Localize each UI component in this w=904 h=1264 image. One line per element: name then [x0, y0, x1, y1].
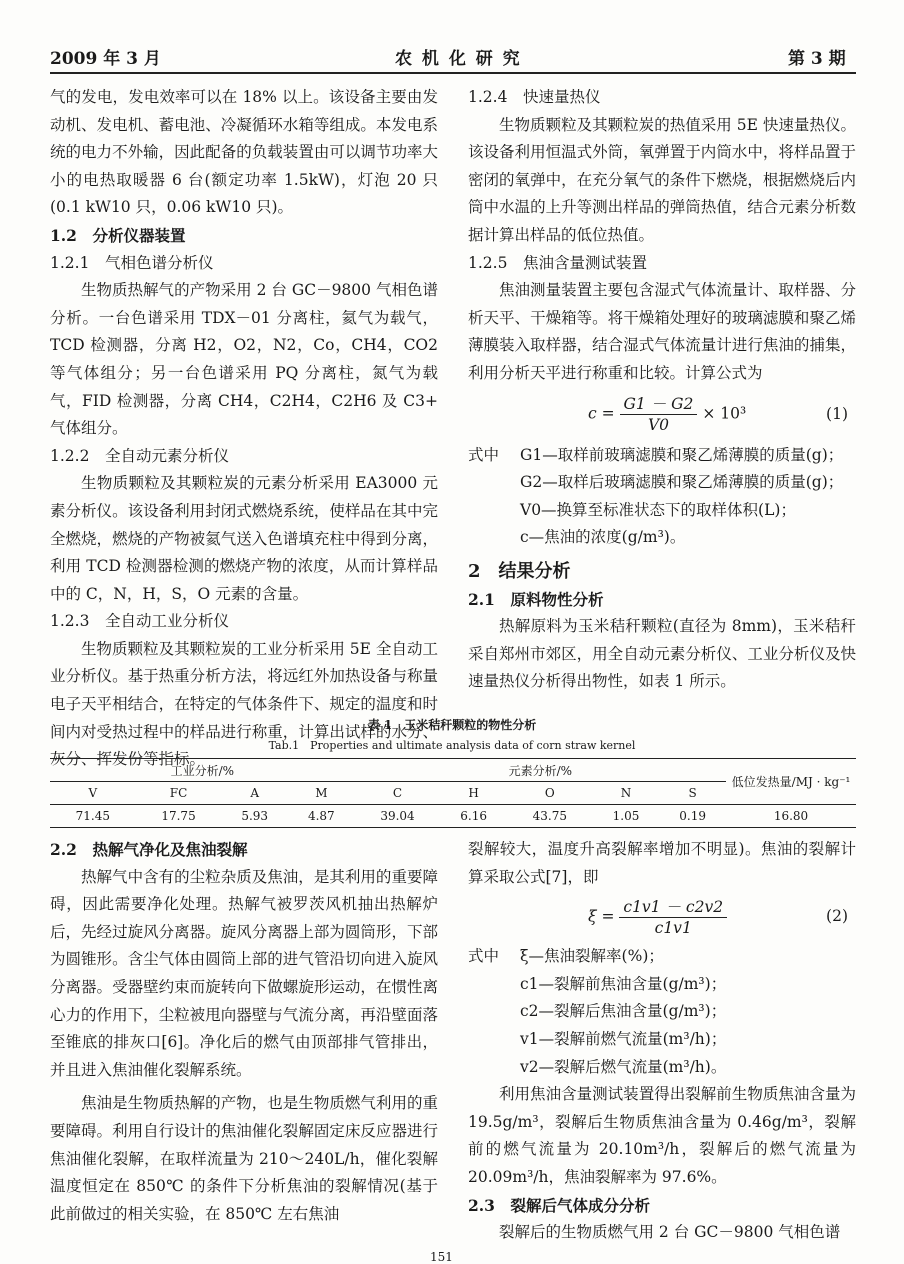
paragraph: 利用焦油含量测试装置得出裂解前生物质焦油含量为 19.5g/m³，裂解后生物质焦油含量为 0.46g/m³，裂解前的燃气流量为 20.10m³/h，裂解后的燃气流量为 20.09m³/h，焦油裂解率为 97.6%。	[468, 1085, 856, 1186]
eq2-lhs: ξ =	[588, 907, 615, 926]
paragraph: 裂解较大，温度升高裂解率增加不明显)。焦油的裂解计算采取公式[7]，即	[468, 840, 856, 886]
page-number: 151	[430, 1250, 453, 1264]
col-header: H	[468, 786, 479, 800]
col-header: A	[250, 786, 260, 800]
table-cell: 6.16	[460, 809, 488, 823]
definition: c1—裂解前焦油含量(g/m³)；	[520, 974, 727, 993]
eq1-tail: × 10³	[702, 404, 747, 423]
header-date: 2009 年 3 月	[50, 49, 161, 69]
table-group-header	[50, 759, 856, 782]
eq2-number: (2)	[826, 907, 848, 926]
eq1-denominator: V0	[647, 416, 669, 435]
table-cell: 39.04	[380, 809, 415, 823]
paragraph: 焦油测量装置主要包含湿式气体流量计、取样器、分析天平、干燥箱等。将干燥箱处理好的玻璃滤膜和聚乙烯薄膜装入取样器，结合湿式气体流量计进行焦油的捕集，利用分析天平进行称重和比较。计算公式为	[468, 281, 856, 382]
table-cell: 16.80	[773, 809, 809, 823]
paragraph: 生物质热解气的产物采用 2 台 GC－9800 气相色谱分析。一台色谱采用 TDX－01 分离柱，氦气为载气，TCD 检测器，分离 H2，O2，N2，Co，CH4，CO2 等气体组分；另一台色谱采用 PQ 分离柱，氮气为载气，FID 检测器，分离 CH4，C2H4，C2H6 及 C3+ 气体组分。	[50, 281, 438, 438]
subsection-heading: 1.2.2 全自动元素分析仪	[50, 446, 229, 465]
left-column-bottom	[50, 836, 438, 1228]
col-header: O	[544, 786, 555, 800]
subsection-heading: 2.3 裂解后气体成分分析	[468, 1195, 650, 1215]
paragraph: 焦油是生物质热解的产物，也是生物质燃气利用的重要障碍。利用自行设计的焦油催化裂解固定床反应器进行焦油催化裂解，在取样流量为 210～240L/h，催化裂解温度恒定在 850℃ 的条件下分析焦油的裂解情况(基于此前做过的相关实验，在 850℃ 左右焦油	[50, 1094, 438, 1223]
paragraph: 生物质颗粒及其颗粒炭的热值采用 5E 快速量热仪。该设备利用恒温式外筒，氧弹置于内筒水中，将样品置于密闭的氧弹中，在充分氧气的条件下燃烧，根据燃烧后内筒中水温的上升等测出样品的弹筒热值，结合元素分析数据计算出样品的低位热值。	[468, 115, 856, 244]
subsection-heading: 1.2.1 气相色谱分析仪	[50, 253, 214, 272]
properties-table	[50, 758, 856, 828]
eq1-where-block	[468, 442, 856, 552]
col-header: N	[620, 786, 632, 800]
col-header: M	[315, 786, 328, 800]
header-rule	[50, 72, 856, 74]
definition: ξ—焦油裂解率(%)；	[520, 947, 664, 966]
eq2-where-block	[468, 943, 856, 1081]
eq1-fraction	[620, 394, 698, 435]
eq1-lhs: c =	[588, 404, 615, 423]
col-header: FC	[169, 786, 188, 800]
section-heading: 1.2 分析仪器装置	[50, 225, 186, 245]
table-row	[50, 805, 856, 828]
table-cell: 0.19	[679, 809, 707, 823]
table-cell: 17.75	[161, 809, 196, 823]
where-label: 式中	[468, 947, 500, 966]
definition: v2—裂解后燃气流量(m³/h)。	[520, 1057, 727, 1076]
eq1-number: (1)	[826, 404, 848, 423]
col-header: C	[392, 786, 403, 800]
issue-number: 第 3 期	[788, 49, 846, 69]
col-header: V	[88, 786, 98, 800]
journal-title: 农 机 化 研 究	[395, 49, 522, 69]
table-caption-cn: 表 1 玉米秸秆颗粒的物性分析	[367, 718, 537, 732]
definition: G1—取样前玻璃滤膜和聚乙烯薄膜的质量(g)；	[520, 445, 844, 464]
paragraph: 气的发电，发电效率可以在 18% 以上。该设备主要由发动机、发电机、蓄电池、冷凝循环水箱等组成。本发电系统的电力不外输，因此配备的负载装置由可以调节功率大小的电热取暖器 6 台(额定功率 1.5kW)，灯泡 20 只(0.1 kW10 只，0.06 kW10 只)。	[50, 88, 438, 217]
table-cell: 5.93	[241, 809, 269, 823]
paragraph: 裂解后的生物质燃气用 2 台 GC－9800 气相色谱	[499, 1223, 841, 1242]
subsection-heading: 1.2.4 快速量热仪	[468, 88, 601, 106]
eq2-denominator: c1v1	[654, 918, 692, 937]
subsection-heading: 1.2.5 焦油含量测试装置	[468, 253, 647, 272]
subsection-heading: 1.2.3 全自动工业分析仪	[50, 612, 229, 631]
table-cell: 4.87	[307, 809, 335, 823]
definition: c2—裂解后焦油含量(g/m³)；	[520, 1002, 727, 1021]
eq2-fraction	[619, 897, 727, 938]
section-heading: 2.2 热解气净化及焦油裂解	[50, 840, 248, 859]
col-header: S	[688, 786, 697, 800]
table-cell: 71.45	[75, 809, 111, 823]
group-header-elemental: 元素分析/%	[355, 759, 726, 782]
eq1-numerator: G1 － G2	[620, 394, 698, 415]
equation-2	[468, 891, 856, 943]
equation-1	[468, 388, 856, 442]
section-heading: 2 结果分析	[468, 560, 571, 582]
left-column-top	[50, 84, 438, 774]
paragraph: 热解原料为玉米秸秆颗粒(直径为 8mm)，玉米秸秆采自郑州市郊区，用全自动元素分析仪、工业分析仪及快速量热仪分析得出物性，如表 1 所示。	[468, 617, 856, 691]
definition: V0—换算至标准状态下的取样体积(L)；	[520, 500, 796, 519]
definition: c—焦油的浓度(g/m³)。	[520, 528, 686, 547]
paragraph: 生物质颗粒及其颗粒炭的元素分析采用 EA3000 元素分析仪。该设备利用封闭式燃烧系统，使样品在其中完全燃烧，燃烧的产物被氦气送入色谱填充柱中得到分离，利用 TCD 检测器检测的燃烧产物的浓度，从而计算样品中的 C，N，H，S，O 元素的含量。	[50, 474, 438, 603]
definition: v1—裂解前燃气流量(m³/h)；	[520, 1029, 727, 1048]
header-heating-value: 低位发热量/MJ · kg⁻¹	[731, 775, 851, 789]
paragraph: 热解气中含有的尘粒杂质及焦油，是其利用的重要障碍，因此需要净化处理。热解气被罗茨风机抽出热解炉后，先经过旋风分离器。旋风分离器上部为圆筒形，下部为圆锥形。含尘气体由圆筒上部的进气管沿切向进入旋风分离器。受器壁约束而旋转向下做螺旋形运动，在惯性离心力的作用下，尘粒被甩向器壁与气流分离，再沿壁面落至锥底的排灰口[6]。净化后的燃气由顶部排气管排出，并且进入焦油催化裂解系统。	[50, 867, 438, 1079]
table-cell: 43.75	[532, 809, 567, 823]
right-column-bottom	[468, 836, 856, 1247]
table-cell: 1.05	[612, 809, 640, 823]
subsection-heading: 2.1 原料物性分析	[468, 589, 604, 609]
table-caption-en: Tab.1 Properties and ultimate analysis data of corn straw kernel	[268, 739, 636, 752]
where-label: 式中	[468, 445, 500, 464]
definition: G2—取样后玻璃滤膜和聚乙烯薄膜的质量(g)；	[520, 473, 844, 492]
eq2-numerator: c1v1 － c2v2	[619, 897, 727, 918]
right-column-top	[468, 84, 856, 696]
group-header-industrial: 工业分析/%	[50, 759, 355, 782]
paragraph: 生物质颗粒及其颗粒炭的工业分析采用 5E 全自动工业分析仪。基于热重分析方法，将远红外加热设备与称量电子天平相结合，在特定的气体条件下、规定的温度和时间内对受热过程中的样品进行称重，计算出试样的水分、灰分、挥发份等指标。	[50, 639, 438, 769]
